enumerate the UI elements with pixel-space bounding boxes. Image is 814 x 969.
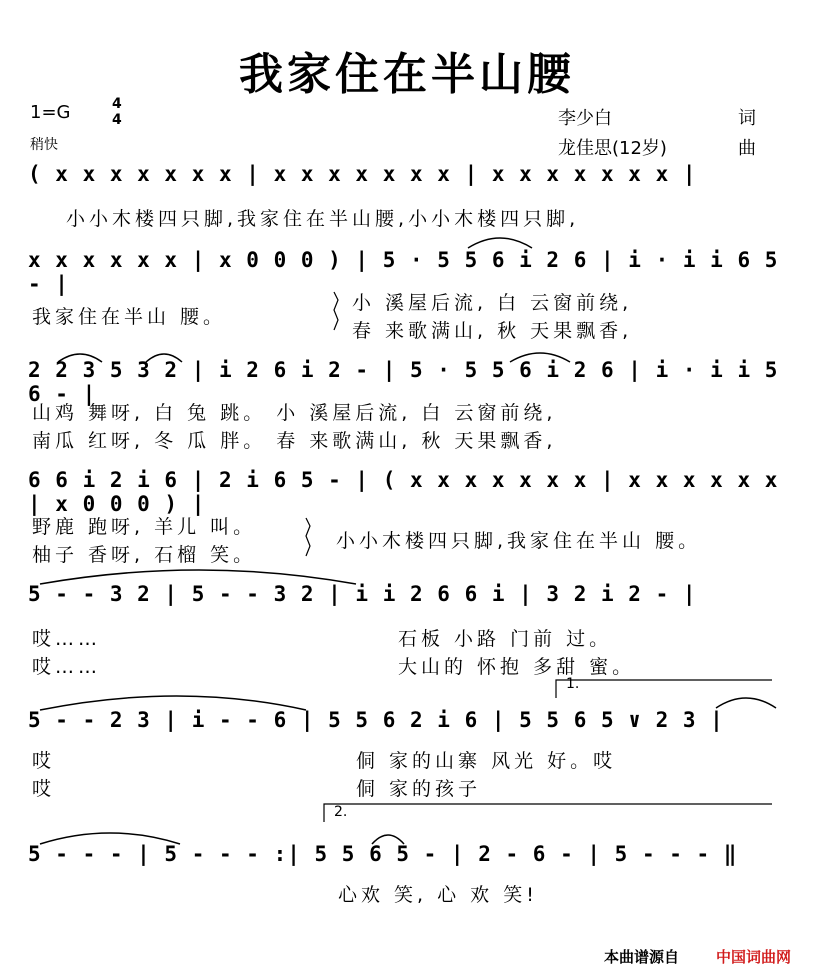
- notation-line-1: ( x x x x x x x | x x x x x x x | x x x x x x x |: [28, 162, 697, 186]
- lyric-line-6-verse1: 侗 家的山寨 风光 好。哎: [356, 750, 617, 772]
- volta-1-label: 1.: [566, 676, 580, 692]
- notation-line-7: 5 - - - | 5 - - - :| 5 5 6 5 - | 2 - 6 - | 5 - - - ‖: [28, 842, 738, 866]
- lyric-line-1: 小小木楼四只脚,我家住在半山腰,小小木楼四只脚,: [66, 208, 580, 230]
- lyric-line-2-verse1: 小 溪屋后流, 白 云窗前绕,: [352, 292, 633, 314]
- lyric-line-5-verse1: 石板 小路 门前 过。: [398, 628, 613, 650]
- lyric-line-4-verse1: 野鹿 跑呀, 羊儿 叫。: [32, 516, 257, 538]
- lyric-line-6-verse2: 侗 家的孩子: [356, 778, 482, 800]
- lyric-line-4-spoken: 小小木楼四只脚,我家住在半山 腰。: [336, 530, 702, 552]
- lyricist-role: 词: [738, 108, 756, 129]
- notation-line-5: 5 - - 3 2 | 5 - - 3 2 | i i 2 6 6 i | 3 2 i 2 - |: [28, 582, 697, 606]
- song-title: 我家住在半山腰: [239, 49, 575, 100]
- lyric-line-5-verse2: 大山的 怀抱 多甜 蜜。: [398, 656, 636, 678]
- lyric-line-7: 心欢 笑, 心 欢 笑!: [338, 884, 538, 906]
- notation-line-2: x x x x x x | x 0 0 0 ) | 5 · 5 5 6 i 2 6 | i · i i 6 5 - |: [28, 248, 779, 296]
- composer-name: 龙佳思(12岁): [558, 138, 667, 159]
- notation-line-4: 6 6 i 2 i 6 | 2 i 6 5 - | ( x x x x x x x | x x x x x x | x 0 0 0 ) |: [28, 468, 779, 516]
- notation-line-3: 2 2 3 5 3 2 | i 2 6 i 2 - | 5 · 5 5 6 i 2 6 | i · i i 5 6 - |: [28, 358, 779, 406]
- volta-2-label: 2.: [334, 804, 348, 820]
- key-signature: 1=G: [30, 102, 71, 123]
- lyric-line-2-intro: 我家住在半山 腰。: [32, 306, 227, 328]
- lyric-line-2-verse2: 春 来歌满山, 秋 天果飘香,: [352, 320, 633, 342]
- time-signature-top: 4: [112, 96, 122, 112]
- lyric-line-6-intro-verse2: 哎: [32, 778, 56, 800]
- footer-source-label: 本曲谱源自: [604, 948, 680, 966]
- lyric-line-3-verse2: 南瓜 红呀, 冬 瓜 胖。 春 来歌满山, 秋 天果飘香,: [32, 430, 557, 452]
- lyricist-name: 李少白: [558, 108, 612, 129]
- time-signature-bottom: 4: [112, 112, 122, 128]
- tempo-marking: 稍快: [30, 137, 58, 153]
- lyric-line-5-intro-verse1: 哎……: [32, 628, 102, 650]
- lyric-line-3-verse1: 山鸡 舞呀, 白 兔 跳。 小 溪屋后流, 白 云窗前绕,: [32, 402, 557, 424]
- footer-site-link[interactable]: 中国词曲网: [716, 948, 792, 966]
- lyric-line-4-verse2: 柚子 香呀, 石榴 笑。: [32, 544, 257, 566]
- lyric-line-5-intro-verse2: 哎……: [32, 656, 102, 678]
- notation-line-6: 5 - - 2 3 | i - - 6 | 5 5 6 2 i 6 | 5 5 6 5 ∨ 2 3 |: [28, 708, 724, 732]
- composer-role: 曲: [738, 138, 756, 159]
- lyric-line-6-intro-verse1: 哎: [32, 750, 56, 772]
